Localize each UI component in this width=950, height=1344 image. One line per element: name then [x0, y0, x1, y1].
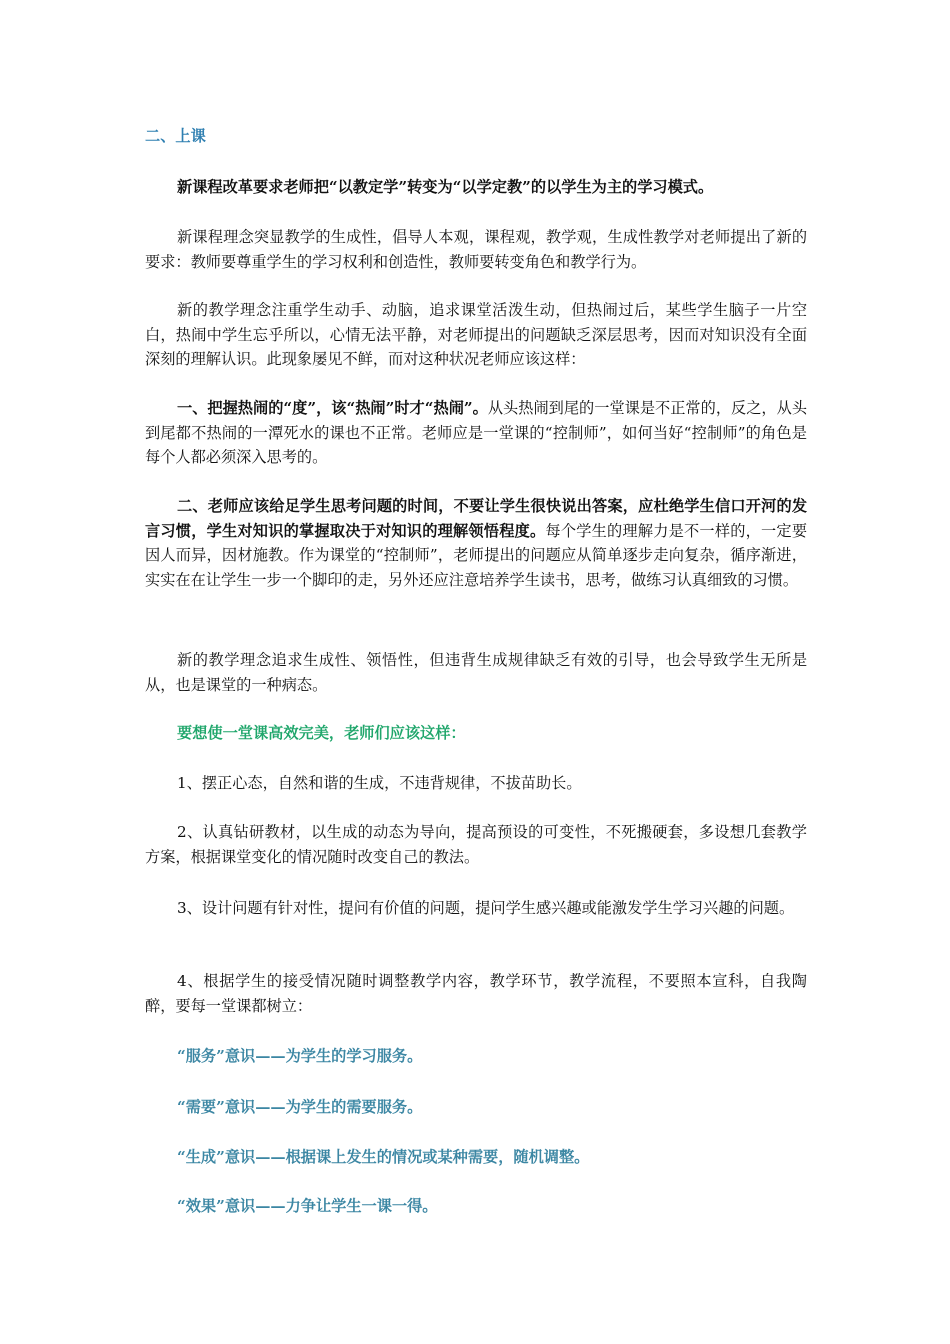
list-item-1: 1、摆正心态，自然和谐的生成，不违背规律，不拔苗助长。 — [177, 774, 582, 792]
awareness-generation: “生成”意识——根据课上发生的情况或某种需要，随机调整。 — [177, 1148, 590, 1166]
awareness-service: “服务”意识——为学生的学习服务。 — [177, 1047, 423, 1065]
awareness-need: “需要”意识——为学生的需要服务。 — [177, 1098, 423, 1116]
list-item-4: 4、根据学生的接受情况随时调整教学内容，教学环节，教学流程，不要照本宣科，自我陶醉，要每一堂课都树立： — [145, 972, 807, 1015]
list-item-3: 3、设计问题有针对性，提问有价值的问题，提问学生感兴趣或能激发学生学习兴趣的问题。 — [177, 899, 795, 917]
point-two-paragraph — [145, 494, 807, 592]
point-two-text: 每个学生的理解力是不一样的，一定要因人而异，因材施教。作为课堂的“控制师”，老师提出的问题应从简单逐步走向复杂，循序渐进，实实在在让学生一步一个脚印的走，另外还应注意培养学生读书，思考，做练习认真细致的习惯。 — [145, 521, 808, 589]
paragraph-curriculum-concept: 新课程理念突显教学的生成性，倡导人本观，课程观，教学观，生成性教学对老师提出了新的要求：教师要尊重学生的学习权利和创造性，教师要转变角色和教学行为。 — [145, 228, 807, 271]
section-heading: 二、上课 — [145, 127, 206, 145]
lead-paragraph: 新课程改革要求老师把“以教定学”转变为“以学定教”的以学生为主的学习模式。 — [177, 178, 714, 196]
green-heading: 要想使一堂课高效完美，老师们应该这样： — [177, 724, 466, 742]
paragraph-generative: 新的教学理念追求生成性、领悟性，但违背生成规律缺乏有效的引导，也会导致学生无所是从，也是课堂的一种病态。 — [145, 651, 807, 694]
list-item-2: 2、认真钻研教材，以生成的动态为导向，提高预设的可变性，不死搬硬套，多设想几套教学方案，根据课堂变化的情况随时改变自己的教法。 — [145, 823, 807, 866]
point-one-paragraph — [145, 396, 807, 470]
point-one-bold: 一、把握热闹的“度”，该“热闹”时才“热闹”。 — [177, 399, 488, 417]
point-one-text: 从头热闹到尾的一堂课是不正常的，反之，从头到尾都不热闹的一潭死水的课也不正常。老师应是一堂课的“控制师”，如何当好“控制师”的角色是每个人都必须深入思考的。 — [145, 399, 808, 466]
paragraph-teaching-concept: 新的教学理念注重学生动手、动脑，追求课堂活泼生动，但热闹过后，某些学生脑子一片空白，热闹中学生忘乎所以，心情无法平静，对老师提出的问题缺乏深层思考，因而对知识没有全面深刻的理解认识。此现象屡见不鲜，而对这种状况老师应该这样： — [145, 301, 807, 368]
awareness-effect: “效果”意识——力争让学生一课一得。 — [177, 1197, 438, 1215]
point-two-bold: 二、老师应该给足学生思考问题的时间，不要让学生很快说出答案，应杜绝学生信口开河的发言习惯，学生对知识的掌握取决于对知识的理解领悟程度。 — [145, 497, 807, 540]
